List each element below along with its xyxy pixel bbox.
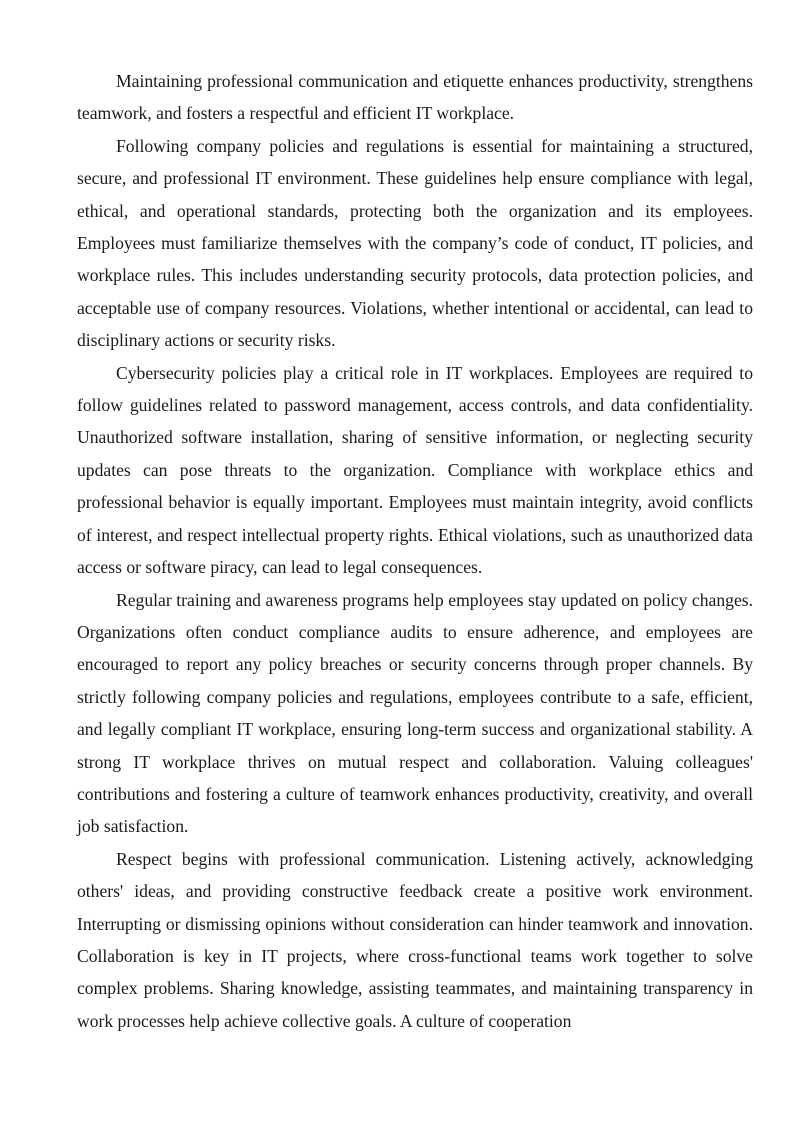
paragraph-training-awareness: Regular training and awareness programs help employees stay updated on policy changes. Organizations often conduct compliance audits to ensure adherence, and employees are encouraged to report any policy breaches or security concerns through proper channels. By strictly following company policies and regulations, employees contribute to a safe, efficient, and legally compliant IT workplace, ensuring long-term success and organizational stability. A strong IT workplace thrives on mutual respect and collaboration. Valuing colleagues' contributions and fostering a culture of teamwork enhances productivity, creativity, and overall job satisfaction. bbox=[77, 589, 753, 837]
document-body bbox=[77, 65, 753, 1037]
paragraph-cybersecurity-policies: Cybersecurity policies play a critical role in IT workplaces. Employees are required to follow guidelines related to password management, access controls, and data confidentiality. Unauthorized software installation, sharing of sensitive information, or neglecting security updates can pose threats to the organization. Compliance with workplace ethics and professional behavior is equally important. Employees must maintain integrity, avoid conflicts of interest, and respect intellectual property rights. Ethical violations, such as unauthorized data access or software piracy, can lead to legal consequences. bbox=[77, 362, 753, 578]
paragraph-company-policies: Following company policies and regulations is essential for maintaining a structured, secure, and professional IT environment. These guidelines help ensure compliance with legal, ethical, and operational standards, protecting both the organization and its employees. Employees must familiarize themselves with the company’s code of conduct, IT policies, and workplace rules. This includes understanding security protocols, data protection policies, and acceptable use of company resources. Violations, whether intentional or accidental, can lead to disciplinary actions or security risks. bbox=[77, 135, 753, 351]
paragraph-communication-etiquette: Maintaining professional communication and etiquette enhances productivity, strengthens teamwork, and fosters a respectful and efficient IT workplace. bbox=[77, 71, 753, 124]
paragraph-respect-collaboration: Respect begins with professional communication. Listening actively, acknowledging others' ideas, and providing constructive feedback create a positive work environment. Interrupting or dismissing opinions without consideration can hinder teamwork and innovation. Collaboration is key in IT projects, where cross-functional teams work together to solve complex problems. Sharing knowledge, assisting teammates, and maintaining transparency in work processes help achieve collective goals. A culture of cooperation bbox=[77, 848, 753, 1031]
